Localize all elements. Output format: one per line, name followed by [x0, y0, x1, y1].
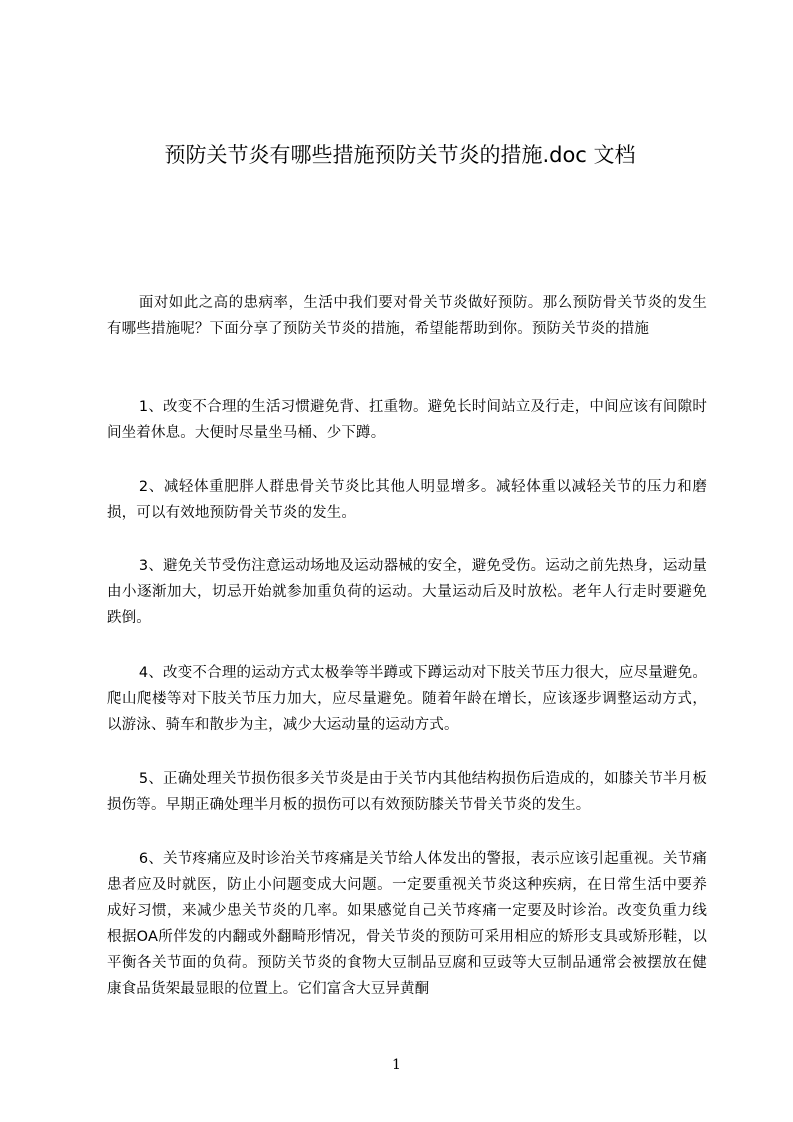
paragraph-item-4: 4、改变不合理的运动方式太极拳等半蹲或下蹲运动对下肢关节压力很大，应尽量避免。爬山爬楼等对下肢关节压力加大，应尽量避免。随着年龄在增长，应该逐步调整运动方式，以游泳、骑车和散步为主，减少大运动量的运动方式。 — [107, 665, 707, 733]
document-title: 预防关节炎有哪些措施预防关节炎的措施.doc 文档 — [164, 143, 636, 167]
paragraph-item-2: 2、减轻体重肥胖人群患骨关节炎比其他人明显增多。减轻体重以减轻关节的压力和磨损，可以有效地预防骨关节炎的发生。 — [107, 479, 707, 521]
paragraph-item-5: 5、正确处理关节损伤很多关节炎是由于关节内其他结构损伤后造成的，如膝关节半月板损伤等。早期正确处理半月板的损伤可以有效预防膝关节骨关节炎的发生。 — [107, 771, 707, 813]
page-number: 1 — [392, 1057, 401, 1073]
paragraph-item-1: 1、改变不合理的生活习惯避免背、扛重物。避免长时间站立及行走，中间应该有间隙时间坐着休息。大便时尽量坐马桶、少下蹲。 — [107, 399, 707, 441]
paragraph-item-3: 3、避免关节受伤注意运动场地及运动器械的安全，避免受伤。运动之前先热身，运动量由小逐渐加大，切忌开始就参加重负荷的运动。大量运动后及时放松。老年人行走时要避免跌倒。 — [107, 558, 707, 626]
paragraph-item-6: 6、关节疼痛应及时诊治关节疼痛是关节给人体发出的警报，表示应该引起重视。关节痛患者应及时就医，防止小问题变成大问题。一定要重视关节炎这种疾病，在日常生活中要养成好习惯，来减少患关节炎的几率。如果感觉自己关节疼痛一定要及时诊治。改变负重力线根据OA所伴发的内翻或外翻畸形情况，骨关节炎的预防可采用相应的矫形支具或矫形鞋，以平衡各关节面的负荷。预防关节炎的食物大豆制品豆腐和豆豉等大豆制品通常会被摆放在健康食品货架最显眼的位置上。它们富含大豆异黄酮 — [107, 851, 707, 997]
paragraph-intro: 面对如此之高的患病率，生活中我们要对骨关节炎做好预防。那么预防骨关节炎的发生有哪些措施呢？下面分享了预防关节炎的措施，希望能帮助到你。预防关节炎的措施 — [107, 295, 707, 337]
